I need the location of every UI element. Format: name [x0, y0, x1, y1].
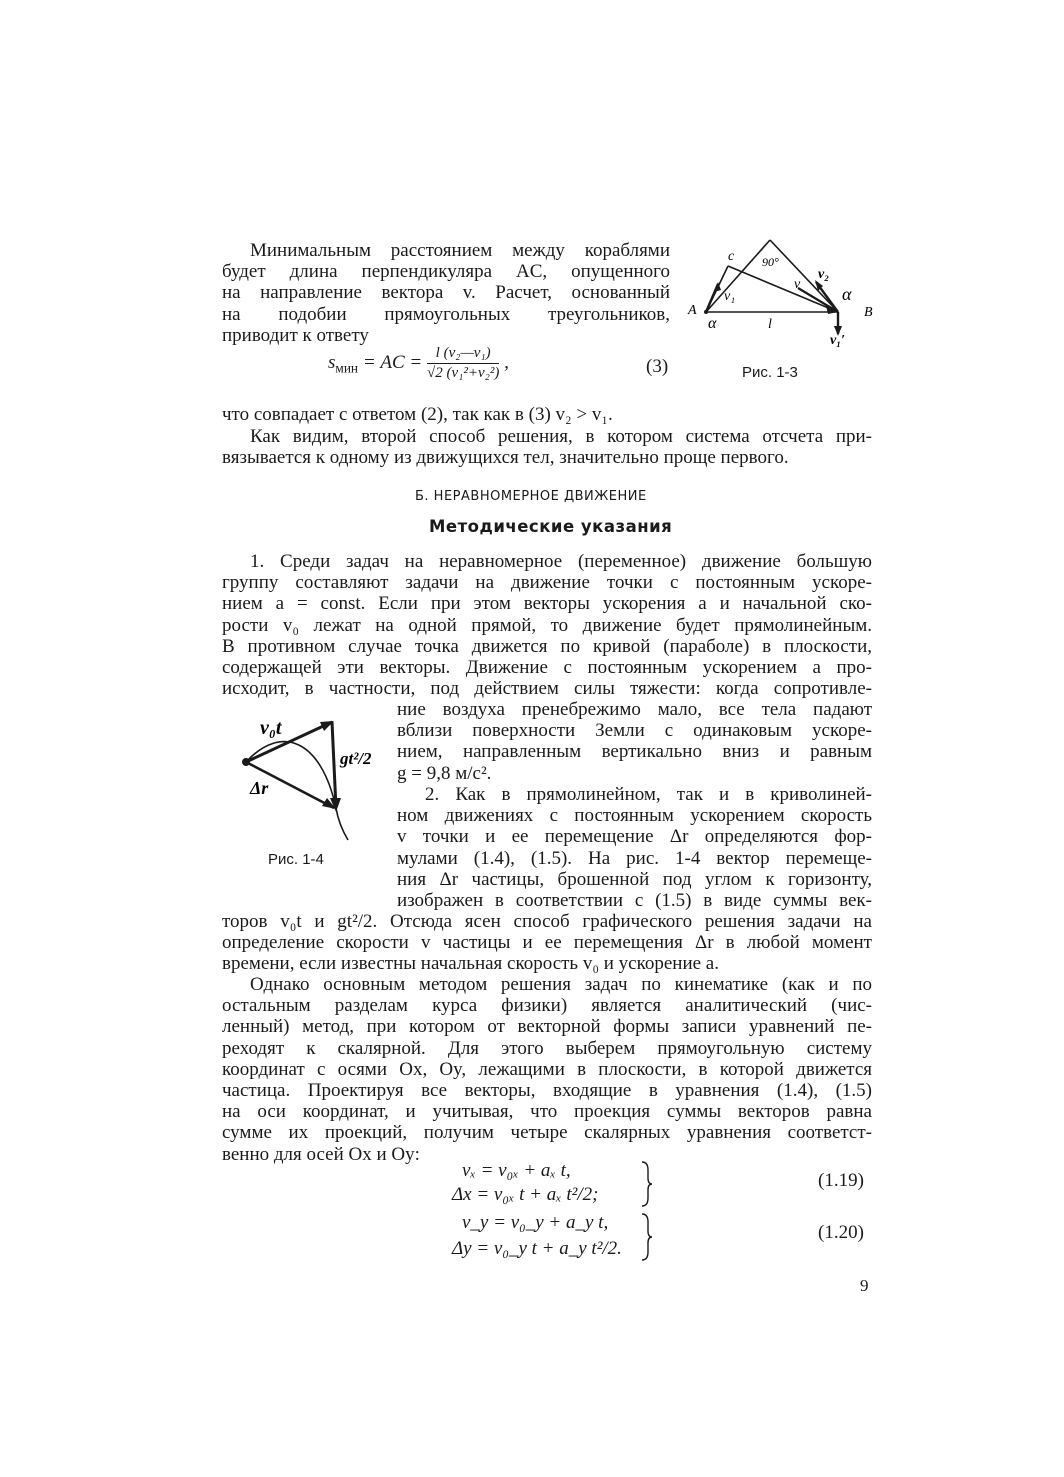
text-line: рости v₀ лежат на одной прямой, то движение будет прямолинейным.	[222, 614, 872, 636]
text-line: вязывается к одному из движущихся тел, значительно проще первого.	[222, 447, 789, 469]
equation-1-20-line-2: Δy = v₀_y t + a_y t²/2.	[452, 1238, 622, 1259]
fig13-label-alpha1: α	[708, 315, 717, 332]
text-line: В противном случае точка движется по кривой (параболе) в плоскости,	[222, 635, 872, 657]
text-line: 1. Среди задач на неравномерное (переменное) движение большую	[250, 551, 872, 572]
text-line: 2. Как в прямолинейном, так и в криволиней-	[425, 784, 872, 805]
subsection-title: Методические указания	[429, 517, 673, 536]
fig13-label-v2: v₂	[818, 267, 830, 282]
fig13-label-v1: v₁	[724, 289, 736, 304]
equation-number-1-19: (1.19)	[818, 1170, 864, 1191]
text-line: времени, если известны начальная скорость v₀ и ускорение a.	[222, 953, 719, 975]
text-line: сумме их проекций, получим четыре скалярных уравнения соответст-	[222, 1122, 872, 1144]
figure-1-3-caption: Рис. 1-3	[742, 364, 798, 381]
fig14-label-v0t: v₀t	[260, 717, 282, 739]
fig13-label-b: B	[864, 305, 873, 320]
text-line: нием, направленным вертикально вниз и равным	[397, 741, 872, 763]
fraction-numerator: l (v₂—v₁)	[427, 345, 499, 364]
fig14-start-point	[242, 758, 250, 766]
section-title: Б. НЕРАВНОМЕРНОЕ ДВИЖЕНИЕ	[415, 489, 647, 504]
fraction-denominator: √2 (v₁²+v₂²)	[426, 365, 500, 381]
text-line: Как видим, второй способ решения, в котором система отсчета при-	[250, 426, 872, 447]
page-number: 9	[860, 1276, 869, 1295]
text-line: на направление вектора v. Расчет, основанный	[222, 282, 670, 304]
figure-1-4	[236, 704, 386, 844]
fig14-label-gt: gt²/2	[340, 749, 372, 768]
text-line: исходит, в частности, под действием силы тяжести: когда сопротивле-	[222, 678, 872, 700]
paragraph-min-distance	[222, 240, 670, 346]
equation-number-1-20: (1.20)	[818, 1222, 864, 1243]
fig13-label-angle: 90°	[762, 255, 779, 269]
text-line: торов v₀t и gt²/2. Отсюда ясен способ графического решения задачи на	[222, 911, 872, 932]
fig13-label-alpha2: α	[842, 284, 852, 304]
text-line: v точки и ее перемещение Δr определяются фор-	[397, 826, 872, 848]
text-line: ном движениях с постоянным ускорением скорость	[397, 805, 872, 827]
text-line: ния Δr частицы, брошенной под углом к горизонту,	[397, 868, 872, 890]
text-line: остальным разделам курса физики) является аналитический (чис-	[222, 995, 872, 1017]
equation-number-3: (3)	[646, 356, 669, 377]
text-line: мулами (1.4), (1.5). На рис. 1-4 вектор перемеще-	[397, 847, 872, 869]
text-line: группу составляют задачи на движение точки с постоянным ускоре-	[222, 572, 872, 594]
formula-fraction	[427, 345, 499, 382]
paragraph-nonuniform-intro	[222, 551, 872, 699]
equation-1-19-line-2: Δx = v₀ₓ t + aₓ t²/2;	[452, 1184, 599, 1205]
fig13-line-a-top	[706, 240, 770, 312]
text-line: частица. Проектируя все векторы, входящие в уравнения (1.4), (1.5)	[222, 1080, 872, 1102]
equation-1-20-brace	[640, 1212, 654, 1262]
formula-tail: ,	[504, 351, 509, 373]
paragraph-graphical-method	[222, 911, 872, 975]
text-line: содержащей эти векторы. Движение с постоянным ускорением a про-	[222, 657, 872, 679]
formula-3	[328, 345, 509, 382]
formula-lhs: s	[328, 351, 336, 373]
text-line: определение скорости v частицы и ее перемещения Δr в любой момент	[222, 932, 872, 954]
text-line: координат с осями Ox, Oy, лежащими в плоскости, в которой движется	[222, 1058, 872, 1080]
fig13-label-v1p: v₁′	[830, 333, 846, 348]
text-line: реходят к скалярной. Для этого выберем прямоугольную систему	[222, 1037, 872, 1059]
text-line: изображен в соответствии с (1.5) в виде суммы век-	[397, 890, 872, 912]
text-line: Минимальным расстоянием между кораблями	[250, 240, 670, 261]
fig13-label-c: c	[728, 249, 735, 264]
paragraph-free-fall	[397, 699, 872, 784]
text-line: Однако основным методом решения задач по кинематике (как и по	[250, 974, 872, 995]
fig13-label-l: l	[768, 317, 772, 332]
text-line: что совпадает с ответом (2), так как в (3) v₂ > v₁.	[222, 404, 613, 425]
fig13-label-v: v	[794, 277, 801, 292]
text-line: g = 9,8 м/с².	[397, 762, 492, 784]
paragraph-second-method	[222, 426, 872, 468]
text-line: будет длина перпендикуляра AC, опущенного	[222, 261, 670, 283]
paragraph-analytical-method	[222, 974, 872, 1165]
paragraph-matches-answer	[222, 404, 872, 425]
text-line: венно для осей Ox и Oy:	[222, 1143, 420, 1165]
equation-1-19-line-1: vₓ = v₀ₓ + aₓ t,	[462, 1160, 571, 1181]
text-line: приводит к ответу	[222, 324, 369, 346]
figure-1-3	[688, 236, 888, 346]
text-line: вблизи поверхности Земли с одинаковым ускоре-	[397, 720, 872, 742]
equation-1-19-brace	[640, 1160, 654, 1208]
fig14-label-dr: Δr	[250, 778, 269, 798]
equation-1-20-line-1: v_y = v₀_y + a_y t,	[462, 1212, 609, 1233]
formula-lhs-sub: мин	[335, 360, 359, 376]
text-line: ние воздуха пренебрежимо мало, все тела падают	[397, 699, 872, 720]
fig13-point-a	[704, 310, 708, 314]
text-line: на оси координат, и учитывая, что проекция суммы векторов равна	[222, 1101, 872, 1123]
text-line: на подобии прямоугольных треугольников,	[222, 303, 670, 325]
text-line: ленный) метод, при котором от векторной формы записи уравнений пе-	[222, 1016, 872, 1038]
text-line: нием a = const. Если при этом векторы ускорения a и начальной ско-	[222, 593, 872, 615]
figure-1-4-caption: Рис. 1-4	[268, 851, 324, 868]
fig13-label-a: A	[688, 303, 697, 318]
formula-mid: = AC =	[362, 351, 423, 373]
paragraph-displacement	[397, 784, 872, 911]
